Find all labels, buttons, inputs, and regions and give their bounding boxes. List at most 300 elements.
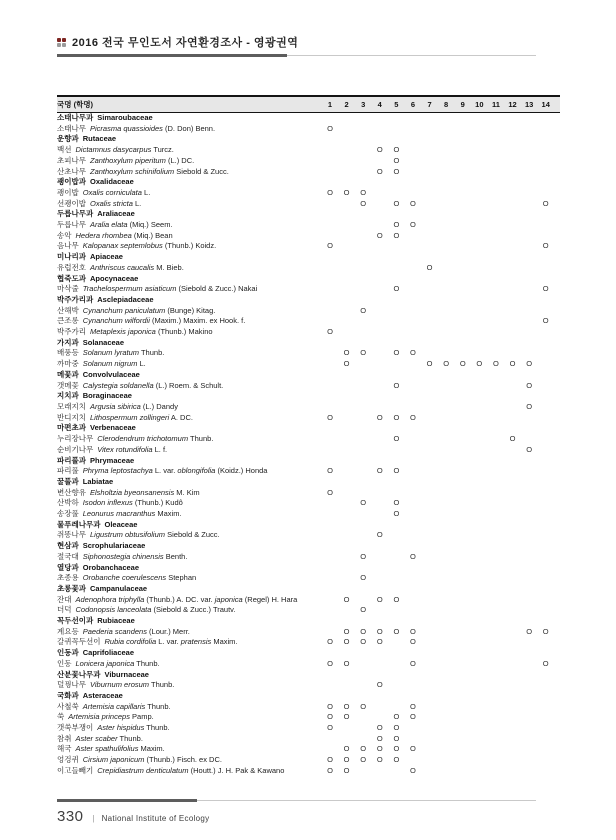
site-mark-cell — [338, 691, 355, 702]
site-mark-cell — [471, 124, 488, 135]
name-cell — [57, 413, 322, 424]
site-mark-cell — [371, 648, 388, 659]
site-mark-cell — [405, 316, 422, 327]
site-mark-cell — [371, 274, 388, 285]
site-mark-cell — [371, 488, 388, 499]
site-mark-cell — [471, 691, 488, 702]
site-mark-cell — [322, 402, 339, 413]
site-mark-cell — [521, 370, 538, 381]
site-mark-cell — [388, 477, 405, 488]
site-mark-cell — [488, 584, 505, 595]
site-mark-cell: O — [393, 723, 400, 733]
scientific-name-segment: Siphonostegia chinensis — [82, 551, 164, 561]
site-mark-cell: O — [360, 701, 367, 711]
site-mark-cell — [355, 723, 372, 734]
site-mark-cell — [438, 274, 455, 285]
korean-name: 갯메꽃 — [57, 380, 79, 390]
site-mark-cell — [454, 712, 471, 723]
scientific-name-segment: (Miq.) Bean — [131, 230, 173, 240]
site-mark-cell — [355, 391, 372, 402]
site-mark-cell: O — [393, 744, 400, 754]
site-mark-cell — [438, 306, 455, 317]
site-mark-cell — [488, 723, 505, 734]
site-mark-cell — [338, 498, 355, 509]
site-mark-cell — [338, 445, 355, 456]
spacer-cell — [554, 637, 560, 648]
site-mark-cell — [438, 188, 455, 199]
site-mark-cell — [504, 744, 521, 755]
site-mark-cell — [355, 252, 372, 263]
site-mark-cell — [405, 124, 422, 135]
site-mark-cell — [405, 734, 422, 745]
site-mark-cell — [504, 456, 521, 467]
site-mark-cell — [488, 755, 505, 766]
site-mark-cell: O — [410, 220, 416, 230]
species-table — [57, 95, 560, 777]
site-mark-cell — [521, 209, 538, 220]
site-mark-cell — [388, 488, 405, 499]
site-mark-cell: O — [526, 401, 533, 411]
spacer-cell — [554, 177, 560, 188]
korean-name: 괭이밥과 — [57, 177, 86, 187]
site-mark-cell — [488, 156, 505, 167]
site-mark-cell — [471, 712, 488, 723]
site-mark-cell — [338, 573, 355, 584]
korean-name: 쥐똥나무 — [57, 530, 86, 540]
site-mark-cell — [504, 616, 521, 627]
korean-name: 쑥 — [57, 712, 65, 722]
site-mark-cell — [537, 477, 554, 488]
site-mark-cell — [338, 509, 355, 520]
site-mark-cell — [504, 595, 521, 606]
site-mark-cell: O — [393, 198, 400, 208]
name-cell — [57, 573, 322, 584]
site-mark-cell — [537, 541, 554, 552]
site-mark-cell — [322, 359, 339, 370]
scientific-name-segment: Maxim. — [155, 509, 182, 519]
site-mark-cell: O — [327, 466, 333, 476]
site-mark-cell — [454, 327, 471, 338]
site-mark-cell — [438, 156, 455, 167]
site-mark-cell — [504, 413, 521, 424]
site-mark-cell — [504, 648, 521, 659]
site-mark-cell — [537, 167, 554, 178]
site-mark-cell — [405, 563, 422, 574]
site-mark-cell — [521, 712, 538, 723]
column-header-site: 2 — [338, 96, 355, 113]
site-mark-cell — [322, 177, 339, 188]
site-mark-cell — [471, 498, 488, 509]
page-number: 330 — [57, 808, 84, 825]
site-mark-cell — [504, 188, 521, 199]
site-mark-cell — [338, 209, 355, 220]
site-mark-cell — [471, 755, 488, 766]
site-mark-cell — [537, 605, 554, 616]
site-mark-cell — [537, 402, 554, 413]
site-mark-cell — [371, 712, 388, 723]
site-mark-cell — [488, 563, 505, 574]
family-latin-name: Orobanchaceae — [82, 562, 140, 572]
site-mark-cell: O — [376, 637, 383, 647]
site-mark-cell — [388, 124, 405, 135]
site-mark-cell — [471, 541, 488, 552]
site-mark-cell — [338, 530, 355, 541]
site-mark-cell — [322, 338, 339, 349]
scientific-name-segment: (Siebold & Zucc.) Nakai — [176, 284, 258, 294]
site-mark-cell — [454, 605, 471, 616]
scientific-name-segment: M. Bieb. — [154, 262, 184, 272]
name-cell — [57, 766, 322, 777]
korean-name: 선괭이밥 — [57, 198, 86, 208]
name-cell — [57, 605, 322, 616]
site-mark-cell — [471, 573, 488, 584]
site-mark-cell — [371, 691, 388, 702]
site-mark-cell — [521, 167, 538, 178]
name-cell — [57, 306, 322, 317]
site-mark-cell — [322, 156, 339, 167]
spacer-cell — [554, 134, 560, 145]
species-row — [57, 220, 560, 231]
site-mark-cell: O — [393, 434, 400, 444]
site-mark-cell — [371, 306, 388, 317]
site-mark-cell — [388, 530, 405, 541]
family-row — [57, 274, 560, 285]
korean-name: 누리장나무 — [57, 434, 94, 444]
site-mark-cell — [488, 167, 505, 178]
name-cell — [57, 167, 322, 178]
site-mark-cell — [322, 563, 339, 574]
scientific-name-segment: Adenophora triphylla — [75, 594, 145, 604]
site-mark-cell — [521, 659, 538, 670]
scientific-name-segment: Benth. — [163, 551, 188, 561]
site-mark-cell — [537, 637, 554, 648]
site-mark-cell — [421, 391, 438, 402]
family-latin-name: Asclepiadaceae — [97, 294, 154, 304]
species-row — [57, 488, 560, 499]
korean-name: 마편초과 — [57, 423, 86, 433]
scientific-name-segment: (L.) Dandy — [140, 401, 178, 411]
site-mark-cell — [338, 381, 355, 392]
page-footer — [57, 795, 536, 825]
site-mark-cell — [421, 423, 438, 434]
site-mark-cell — [438, 712, 455, 723]
site-mark-cell — [355, 370, 372, 381]
site-mark-cell — [371, 327, 388, 338]
family-row — [57, 616, 560, 627]
site-mark-cell: O — [360, 573, 367, 583]
site-mark-cell — [405, 252, 422, 263]
site-mark-cell — [471, 466, 488, 477]
name-cell — [57, 563, 322, 574]
site-mark-cell — [388, 274, 405, 285]
site-mark-cell — [488, 530, 505, 541]
site-mark-cell — [371, 616, 388, 627]
name-cell — [57, 595, 322, 606]
site-mark-cell — [322, 199, 339, 210]
spacer-cell — [554, 241, 560, 252]
site-mark-cell — [405, 434, 422, 445]
site-mark-cell — [504, 509, 521, 520]
site-mark-cell — [537, 616, 554, 627]
site-mark-cell — [438, 670, 455, 681]
korean-name: 두릅나무과 — [57, 209, 94, 219]
site-mark-cell — [371, 188, 388, 199]
site-mark-cell: O — [443, 359, 450, 369]
site-mark-cell — [371, 498, 388, 509]
site-mark-cell: O — [376, 626, 383, 636]
site-mark-cell: O — [343, 594, 350, 604]
site-mark-cell: O — [327, 412, 333, 422]
spacer-cell — [554, 723, 560, 734]
korean-name: 협죽도과 — [57, 273, 86, 283]
species-table-body — [57, 113, 560, 777]
site-mark-cell — [438, 584, 455, 595]
site-mark-cell: O — [360, 551, 367, 561]
site-mark-cell — [537, 648, 554, 659]
site-mark-cell — [471, 616, 488, 627]
site-mark-cell — [421, 766, 438, 777]
site-mark-cell — [371, 509, 388, 520]
site-mark-cell — [322, 498, 339, 509]
site-mark-cell — [438, 595, 455, 606]
site-mark-cell — [338, 563, 355, 574]
site-mark-cell — [454, 563, 471, 574]
running-head — [57, 34, 536, 57]
site-mark-cell — [521, 241, 538, 252]
site-mark-cell — [388, 209, 405, 220]
site-mark-cell — [438, 284, 455, 295]
site-mark-cell: O — [410, 551, 416, 561]
spacer-cell — [554, 712, 560, 723]
site-mark-cell — [405, 295, 422, 306]
spacer-cell — [554, 199, 560, 210]
site-mark-cell: O — [410, 198, 416, 208]
site-mark-cell: O — [343, 658, 350, 668]
species-row — [57, 755, 560, 766]
site-mark-cell — [471, 413, 488, 424]
site-mark-cell — [421, 199, 438, 210]
site-mark-cell — [454, 637, 471, 648]
site-mark-cell — [405, 241, 422, 252]
species-row — [57, 327, 560, 338]
spacer-cell — [554, 755, 560, 766]
site-mark-cell — [388, 680, 405, 691]
site-mark-cell — [438, 316, 455, 327]
scientific-name-segment: Picrasma quassioides — [89, 123, 163, 133]
site-mark-cell — [421, 605, 438, 616]
site-mark-cell — [537, 552, 554, 563]
scientific-name-segment: Zanthoxylum schinifolium — [89, 166, 175, 176]
korean-name: 두릅나무 — [57, 220, 86, 230]
site-mark-cell: O — [376, 723, 383, 733]
site-mark-cell — [421, 584, 438, 595]
site-mark-cell — [322, 680, 339, 691]
site-mark-cell — [521, 488, 538, 499]
site-mark-cell — [521, 637, 538, 648]
site-mark-cell: O — [343, 626, 350, 636]
site-mark-cell — [454, 595, 471, 606]
species-row — [57, 434, 560, 445]
site-mark-cell — [471, 434, 488, 445]
site-mark-cell — [504, 231, 521, 242]
site-mark-cell — [322, 434, 339, 445]
site-mark-cell — [421, 241, 438, 252]
site-mark-cell — [537, 188, 554, 199]
korean-name: 국화과 — [57, 690, 79, 700]
scientific-name-segment: Thunb. — [145, 701, 171, 711]
site-mark-cell — [322, 584, 339, 595]
site-mark-cell — [488, 595, 505, 606]
site-mark-cell: O — [360, 198, 367, 208]
site-mark-cell — [421, 434, 438, 445]
name-cell — [57, 488, 322, 499]
scientific-name-segment: Orobanche coerulescens — [82, 573, 167, 583]
site-mark-cell — [471, 306, 488, 317]
scientific-name-segment: (Thunb.) Koidz. — [162, 241, 217, 251]
site-mark-cell — [371, 241, 388, 252]
site-mark-cell — [504, 338, 521, 349]
name-cell — [57, 295, 322, 306]
site-mark-cell — [322, 520, 339, 531]
name-cell — [57, 209, 322, 220]
name-cell — [57, 659, 322, 670]
site-mark-cell — [471, 381, 488, 392]
site-mark-cell — [438, 381, 455, 392]
species-row — [57, 263, 560, 274]
site-mark-cell — [537, 723, 554, 734]
site-mark-cell — [371, 456, 388, 467]
spacer-cell — [554, 552, 560, 563]
site-mark-cell — [421, 167, 438, 178]
site-mark-cell — [488, 199, 505, 210]
spacer-cell — [554, 359, 560, 370]
spacer-cell — [554, 605, 560, 616]
site-mark-cell — [338, 134, 355, 145]
site-mark-cell — [438, 637, 455, 648]
site-mark-cell — [355, 167, 372, 178]
site-mark-cell — [371, 552, 388, 563]
name-cell — [57, 381, 322, 392]
family-row — [57, 391, 560, 402]
site-mark-cell — [438, 167, 455, 178]
site-mark-cell — [488, 509, 505, 520]
site-mark-cell — [471, 295, 488, 306]
site-mark-cell: O — [376, 744, 383, 754]
site-mark-cell — [438, 488, 455, 499]
name-cell — [57, 348, 322, 359]
site-mark-cell — [471, 113, 488, 124]
site-mark-cell — [322, 134, 339, 145]
site-mark-cell — [421, 413, 438, 424]
site-mark-cell — [504, 263, 521, 274]
site-mark-cell — [454, 541, 471, 552]
scientific-name-segment: Artemisia princeps — [68, 712, 130, 722]
scientific-name-segment: Stephan — [166, 573, 197, 583]
name-cell — [57, 188, 322, 199]
site-mark-cell — [504, 391, 521, 402]
name-cell — [57, 456, 322, 467]
site-mark-cell: O — [393, 348, 400, 358]
site-mark-cell — [405, 359, 422, 370]
site-mark-cell — [537, 423, 554, 434]
footer-institute: National Institute of Ecology — [101, 814, 210, 823]
spacer-cell — [554, 702, 560, 713]
species-row — [57, 231, 560, 242]
site-mark-cell — [405, 391, 422, 402]
site-mark-cell — [338, 231, 355, 242]
site-mark-cell — [338, 648, 355, 659]
site-mark-cell — [454, 220, 471, 231]
site-mark-cell — [488, 124, 505, 135]
site-mark-cell: O — [410, 412, 416, 422]
scientific-name-segment: Ligustrum obtusifolium — [89, 530, 166, 540]
site-mark-cell — [488, 466, 505, 477]
scientific-name-segment: Aster spathulifolius — [75, 744, 139, 754]
site-mark-cell — [454, 241, 471, 252]
site-mark-cell — [454, 252, 471, 263]
site-mark-cell — [421, 755, 438, 766]
site-mark-cell — [388, 134, 405, 145]
site-mark-cell — [338, 488, 355, 499]
site-mark-cell — [471, 766, 488, 777]
site-mark-cell — [504, 723, 521, 734]
site-mark-cell — [322, 616, 339, 627]
species-row — [57, 348, 560, 359]
scientific-name-segment: Hedera rhombea — [75, 230, 132, 240]
site-mark-cell — [521, 691, 538, 702]
species-row — [57, 680, 560, 691]
site-mark-cell — [388, 648, 405, 659]
site-mark-cell — [488, 209, 505, 220]
family-row — [57, 691, 560, 702]
site-mark-cell: O — [360, 498, 367, 508]
name-cell — [57, 402, 322, 413]
site-mark-cell — [471, 648, 488, 659]
scientific-name-segment: (Thunb.) A. DC. var. — [144, 594, 215, 604]
site-mark-cell — [504, 530, 521, 541]
name-cell — [57, 466, 322, 477]
species-row — [57, 124, 560, 135]
site-mark-cell — [388, 252, 405, 263]
korean-name: 초피나무 — [57, 155, 86, 165]
site-mark-cell — [521, 477, 538, 488]
korean-name: 더덕 — [57, 605, 72, 615]
site-mark-cell — [338, 413, 355, 424]
site-mark-cell — [521, 456, 538, 467]
site-mark-cell — [521, 177, 538, 188]
site-mark-cell — [355, 520, 372, 531]
site-mark-cell — [421, 370, 438, 381]
site-mark-cell — [537, 327, 554, 338]
name-cell — [57, 316, 322, 327]
korean-name: 참취 — [57, 733, 72, 743]
site-mark-cell — [488, 284, 505, 295]
spacer-cell — [554, 402, 560, 413]
scientific-name-segment: Anthriscus caucalis — [89, 262, 155, 272]
site-mark-cell — [438, 327, 455, 338]
family-latin-name: Oleaceae — [104, 519, 138, 529]
site-mark-cell: O — [393, 220, 400, 230]
site-mark-cell — [438, 445, 455, 456]
site-mark-cell — [421, 338, 438, 349]
site-mark-cell — [355, 456, 372, 467]
site-mark-cell — [504, 477, 521, 488]
family-latin-name: Caprifoliaceae — [82, 648, 135, 658]
site-mark-cell — [388, 263, 405, 274]
family-latin-name: Rutaceae — [82, 134, 117, 144]
site-mark-cell: O — [327, 241, 333, 251]
site-mark-cell — [338, 306, 355, 317]
